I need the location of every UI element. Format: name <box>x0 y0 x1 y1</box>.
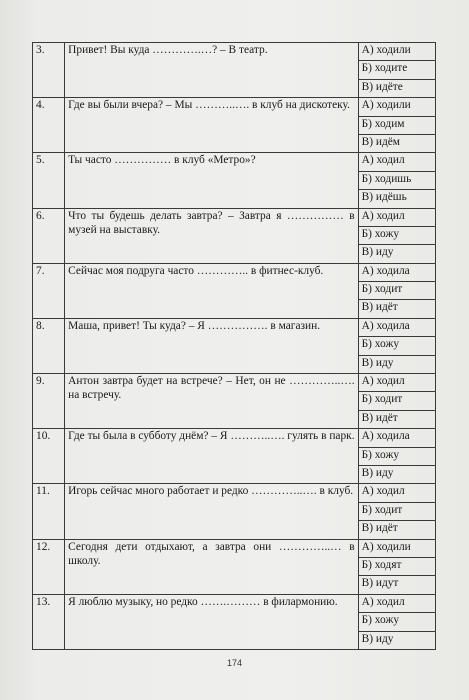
question-row <box>33 208 436 226</box>
question-row <box>33 263 436 281</box>
answer-option: А) ходил <box>358 374 435 392</box>
question-number: 7. <box>33 263 65 318</box>
answer-option: Б) ходим <box>358 116 435 134</box>
question-number: 11. <box>33 484 65 539</box>
question-number: 4. <box>33 98 65 153</box>
answer-option: Б) хожу <box>358 337 435 355</box>
exercise-rows <box>33 43 436 650</box>
question-row <box>33 374 436 392</box>
question-text: Где ты была в субботу днём? – Я ………..…. гулять в парк. <box>65 429 358 484</box>
question-row <box>33 429 436 447</box>
question-row <box>33 594 436 612</box>
answer-option: В) иду <box>358 245 435 263</box>
answer-option: Б) ходишь <box>358 171 435 189</box>
question-text: Антон завтра будет на встрече? – Нет, он не …………..…. на встречу. <box>65 374 358 429</box>
question-text: Сегодня дети отдыхают, а завтра они …………..… в школу. <box>65 539 358 594</box>
answer-option: Б) ходит <box>358 392 435 410</box>
question-text: Игорь сейчас много работает и редко …………..…. в клуб. <box>65 484 358 539</box>
answer-option: А) ходили <box>358 539 435 557</box>
answer-option: А) ходил <box>358 153 435 171</box>
answer-option: В) идёте <box>358 79 435 97</box>
question-row <box>33 153 436 171</box>
question-row <box>33 318 436 336</box>
answer-option: Б) ходите <box>358 61 435 79</box>
answer-option: В) идёт <box>358 300 435 318</box>
answer-option: А) ходил <box>358 594 435 612</box>
answer-option: В) идёт <box>358 410 435 428</box>
answer-option: В) идёшь <box>358 190 435 208</box>
question-number: 8. <box>33 318 65 373</box>
question-number: 9. <box>33 374 65 429</box>
answer-option: В) иду <box>358 465 435 483</box>
question-text: Ты часто …………… в клуб «Метро»? <box>65 153 358 208</box>
answer-option: Б) хожу <box>358 226 435 244</box>
question-row <box>33 43 436 61</box>
question-text: Что ты будешь делать завтра? – Завтра я …………… в музей на выставку. <box>65 208 358 263</box>
question-number: 13. <box>33 594 65 649</box>
exercise-table <box>32 42 436 650</box>
answer-option: А) ходили <box>358 98 435 116</box>
question-row <box>33 539 436 557</box>
question-text: Привет! Вы куда ………….…? – В театр. <box>65 43 358 98</box>
answer-option: Б) хожу <box>358 447 435 465</box>
answer-option: А) ходили <box>358 43 435 61</box>
page-number: 174 <box>226 658 243 668</box>
question-number: 6. <box>33 208 65 263</box>
answer-option: А) ходил <box>358 484 435 502</box>
answer-option: В) иду <box>358 631 435 649</box>
answer-option: Б) ходят <box>358 557 435 575</box>
answer-option: А) ходила <box>358 429 435 447</box>
answer-option: Б) ходит <box>358 282 435 300</box>
answer-option: Б) хожу <box>358 613 435 631</box>
question-number: 3. <box>33 43 65 98</box>
answer-option: В) идёт <box>358 521 435 539</box>
question-row <box>33 98 436 116</box>
question-number: 12. <box>33 539 65 594</box>
question-text: Маша, привет! Ты куда? – Я ……………. в магазин. <box>65 318 358 373</box>
answer-option: Б) ходит <box>358 502 435 520</box>
question-row <box>33 484 436 502</box>
question-number: 5. <box>33 153 65 208</box>
answer-option: А) ходила <box>358 318 435 336</box>
answer-option: В) идут <box>358 576 435 594</box>
answer-option: А) ходила <box>358 263 435 281</box>
question-text: Я люблю музыку, но редко …….……… в филармонию. <box>65 594 358 649</box>
question-text: Сейчас моя подруга часто ………….. в фитнес-клуб. <box>65 263 358 318</box>
question-text: Где вы были вчера? – Мы ………..…. в клуб на дискотеку. <box>65 98 358 153</box>
answer-option: А) ходил <box>358 208 435 226</box>
answer-option: В) иду <box>358 355 435 373</box>
answer-option: В) идём <box>358 134 435 152</box>
question-number: 10. <box>33 429 65 484</box>
